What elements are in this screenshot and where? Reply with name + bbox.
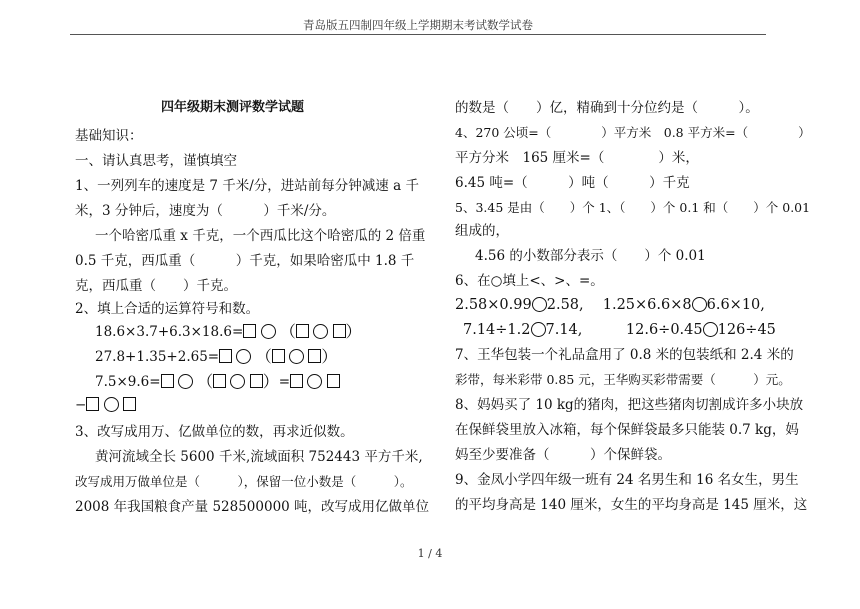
answer-box[interactable] (243, 324, 256, 338)
q6-row-2-c: 126÷45 (717, 322, 776, 338)
paren-open: （ (197, 372, 214, 391)
q5-line-c: 4.56 的小数部分表示（ ）个 0.01 (475, 248, 706, 264)
answer-box[interactable] (86, 397, 99, 411)
q6-row-1-b: 2.58, 1.25×6.6×8 (546, 297, 692, 313)
part-1-heading: 一、请认真思考，谨慎填空 (75, 153, 237, 169)
q8-line-a: 8、妈妈买了 10 kg的猪肉，把这些猪肉切割成许多小块放 (455, 397, 804, 413)
q8-line-c: 妈至少要准备（ ）个保鲜袋。 (455, 447, 671, 463)
section-basic: 基础知识： (75, 128, 143, 144)
q1-line-b: 米，3 分钟后，速度为（ ）千米/分。 (75, 203, 336, 219)
q7-line-b: 彩带，每米彩带 0.85 元，王华购买彩带需要（ ）元。 (455, 372, 791, 387)
paren-open: （ (279, 322, 296, 341)
answer-box[interactable] (213, 374, 226, 388)
paren-close: ） (321, 347, 338, 366)
q4-line-c: 6.45 吨=（ ）吨（ ）千克 (455, 175, 690, 191)
q6-row-1 (455, 297, 765, 313)
answer-box[interactable] (219, 349, 232, 363)
q3-line-a: 黄河流域全长 5600 千米,流域面积 752443 平方千米, (95, 449, 423, 465)
answer-circle[interactable] (178, 374, 193, 389)
q8-line-b: 在保鲜袋里放入冰箱，每个保鲜袋最多只能装 0.7 kg，妈 (455, 422, 799, 438)
q3-heading: 3、改写成用万、亿做单位的数，再求近似数。 (75, 424, 354, 440)
q2-heading: 2、填上合适的运算符号和数。 (75, 301, 260, 317)
q1-line-d: 0.5 千克，西瓜重（ ）千克，如果哈密瓜中 1.8 千 (75, 253, 415, 269)
q2-row-1 (95, 324, 362, 340)
q2-row-3-expr: 7.5×9.6= (95, 374, 161, 390)
compare-circle[interactable] (692, 297, 707, 312)
answer-box[interactable] (161, 374, 174, 388)
answer-circle[interactable] (313, 324, 328, 339)
q6-row-2-b: 7.14, 12.6÷0.45 (545, 322, 703, 338)
q4-line-b: 平方分米 165 厘米=（ ）米， (455, 150, 699, 166)
answer-circle[interactable] (236, 349, 251, 364)
q4-line-a: 4、270 公顷=（ ）平方米 0.8 平方米=（ ） (455, 125, 811, 140)
q1-line-a: 1、一列列车的速度是 7 千米/分，进站前每分钟减速 a 千 (75, 178, 419, 194)
page-number: 1 / 4 (417, 547, 443, 560)
paren-close: ） (345, 322, 362, 341)
answer-box[interactable] (123, 397, 136, 411)
answer-box[interactable] (327, 374, 340, 388)
answer-circle[interactable] (289, 349, 304, 364)
q2-row-2 (95, 349, 337, 365)
q1-line-c: 一个哈密瓜重 x 千克，一个西瓜比这个哈密瓜的 2 倍重 (95, 228, 426, 244)
q2-row-1-expr: 18.6×3.7+6.3×18.6= (95, 324, 244, 340)
q2-row-3 (95, 374, 340, 390)
q2-row-4 (75, 397, 136, 413)
paren-close: ） (262, 372, 279, 391)
q6-row-2-a: 7.14÷1.2 (463, 322, 531, 338)
answer-box[interactable] (296, 324, 309, 338)
answer-box[interactable] (290, 374, 303, 388)
answer-box[interactable] (308, 349, 321, 363)
q6-row-1-a: 2.58×0.99 (455, 297, 532, 313)
answer-circle[interactable] (261, 324, 276, 339)
paren-open: （ (255, 347, 272, 366)
q2-row-2-expr: 27.8+1.35+2.65= (95, 349, 220, 365)
compare-circle[interactable] (703, 322, 718, 337)
q9-line-b: 的平均身高是 140 厘米，女生的平均身高是 145 厘米，这 (455, 497, 808, 513)
compare-circle[interactable] (531, 322, 546, 337)
q6-heading: 6、在○填上<、>、=。 (455, 273, 604, 289)
header-divider (70, 34, 766, 35)
q9-line-a: 9、金凤小学四年级一班有 24 名男生和 16 名女生，男生 (455, 472, 799, 488)
answer-circle[interactable] (230, 374, 245, 389)
q6-row-2 (463, 322, 776, 338)
answer-circle[interactable] (307, 374, 322, 389)
q5-line-a: 5、3.45 是由（ ）个 1、（ ）个 0.1 和（ ）个 0.01 (455, 200, 811, 215)
answer-box[interactable] (272, 349, 285, 363)
q3-line-c: 2008 年我国粮食产量 528500000 吨，改写成用亿做单位 (75, 499, 430, 515)
compare-circle[interactable] (532, 297, 547, 312)
q5-line-b: 组成的， (455, 223, 509, 239)
q3-line-d: 的数是（ ）亿，精确到十分位约是（ ）。 (455, 100, 759, 116)
q6-row-1-c: 6.6×10, (706, 297, 765, 313)
minus-sign: − (75, 397, 87, 413)
q7-line-a: 7、王华包装一个礼品盒用了 0.8 米的包装纸和 2.4 米的 (455, 347, 794, 363)
answer-box[interactable] (250, 374, 263, 388)
q3-line-b: 改写成用万做单位是（ ），保留一位小数是（ ）。 (75, 474, 413, 489)
page-header: 青岛版五四制四年级上学期期末考试数学试卷 (303, 18, 533, 32)
answer-box[interactable] (333, 324, 346, 338)
exam-title: 四年级期末测评数学试题 (161, 100, 305, 115)
q1-line-e: 克，西瓜重（ ）千克。 (75, 278, 237, 294)
answer-circle[interactable] (104, 397, 119, 412)
equals-sign: = (278, 374, 291, 390)
